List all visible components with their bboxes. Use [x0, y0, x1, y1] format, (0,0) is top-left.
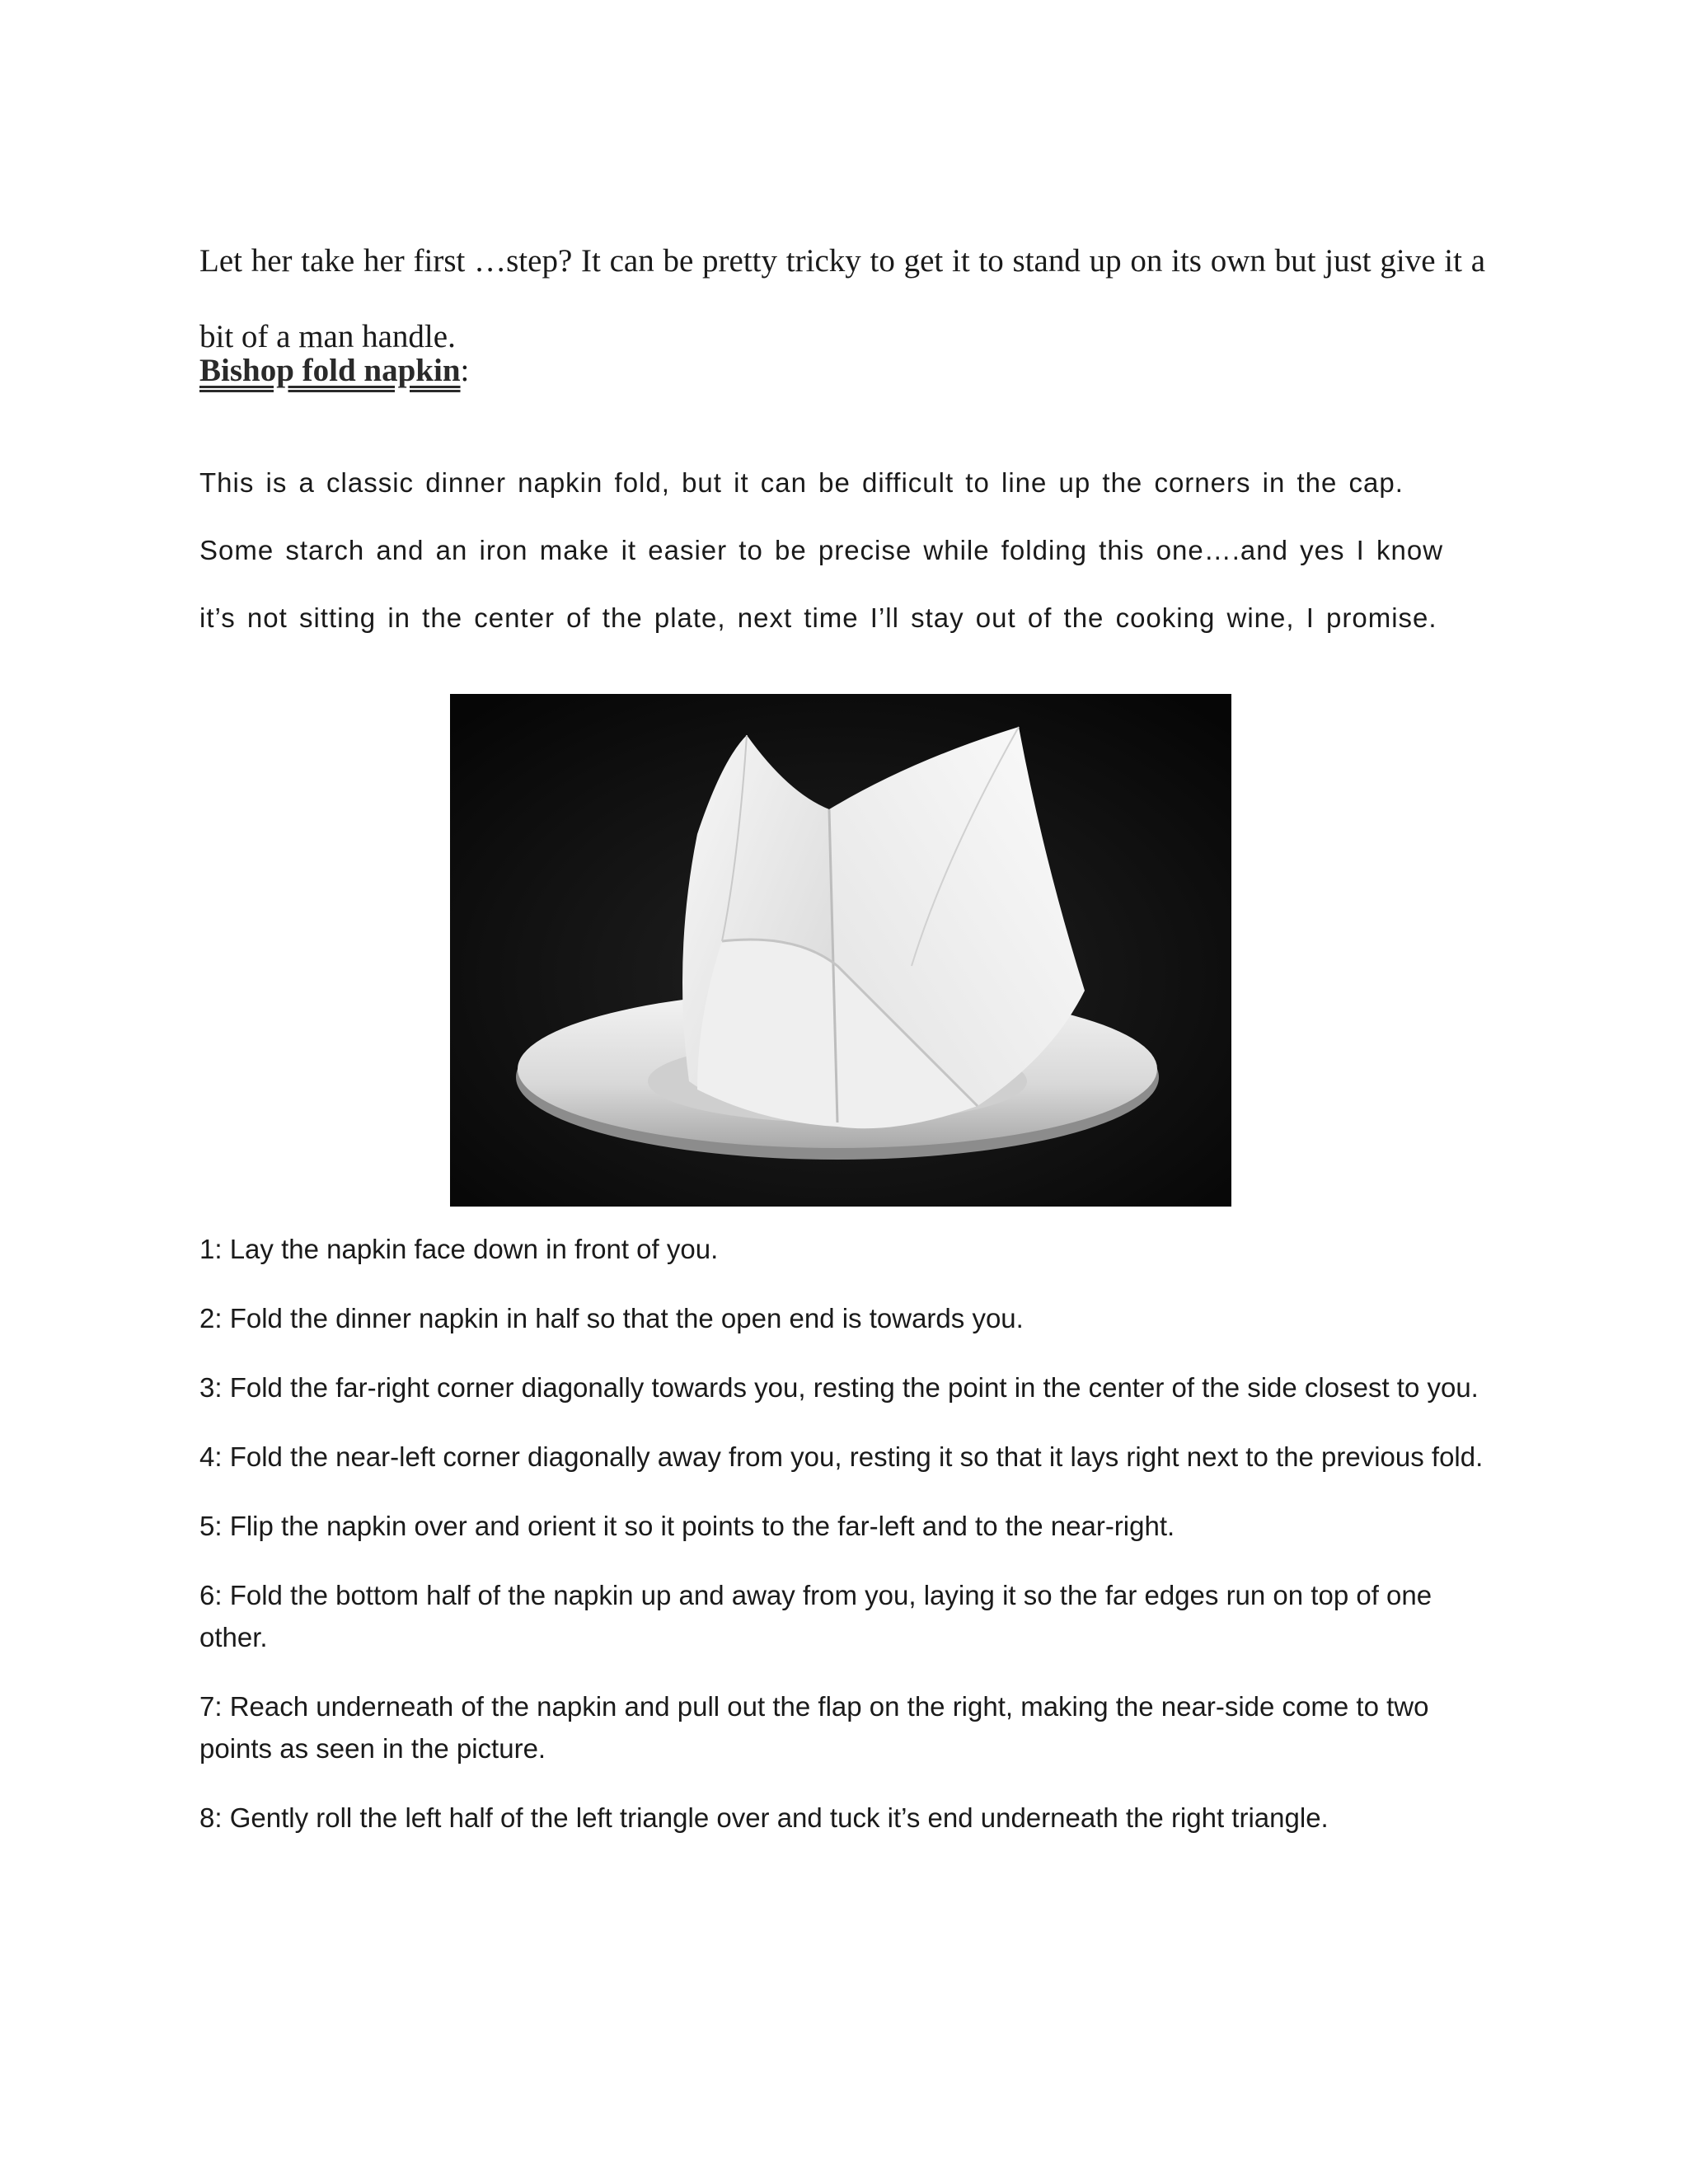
step-item: 4: Fold the near-left corner diagonally away from you, resting it so that it lays right next to the previous fold.: [199, 1441, 1484, 1472]
section-heading: [199, 346, 469, 396]
step-item: 7: Reach underneath of the napkin and pull out the flap on the right, making the near-side come to two points as seen in the picture.: [199, 1691, 1429, 1764]
step-item: 3: Fold the far-right corner diagonally towards you, resting the point in the center of the side closest to you.: [199, 1372, 1479, 1403]
folded-napkin-photo: [450, 694, 1231, 1207]
steps-list: [199, 1228, 1490, 1866]
section-title: Bishop fold napkin: [199, 353, 461, 388]
step-item: 6: Fold the bottom half of the napkin up and away from you, laying it so the far edges run on top of one other.: [199, 1580, 1432, 1652]
description-paragraph: This is a classic dinner napkin fold, but it can be difficult to line up the corners in the cap. Some starch and an iron make it easier to be precise while folding this one….and yes I know it’s not sitting in the center of the plate, next time I’ll stay out of the cooking wine, I promise.: [199, 467, 1444, 633]
intro-paragraph: Let her take her first …step? It can be pretty tricky to get it to stand up on its own but just give it a bit of a man handle.: [199, 243, 1485, 354]
step-item: 2: Fold the dinner napkin in half so that the open end is towards you.: [199, 1303, 1024, 1333]
step-item: 5: Flip the napkin over and orient it so it points to the far-left and to the near-right.: [199, 1511, 1175, 1541]
section-title-colon: :: [460, 353, 470, 388]
step-item: 8: Gently roll the left half of the left triangle over and tuck it’s end underneath the right triangle.: [199, 1802, 1329, 1833]
step-item: 1: Lay the napkin face down in front of you.: [199, 1234, 719, 1264]
